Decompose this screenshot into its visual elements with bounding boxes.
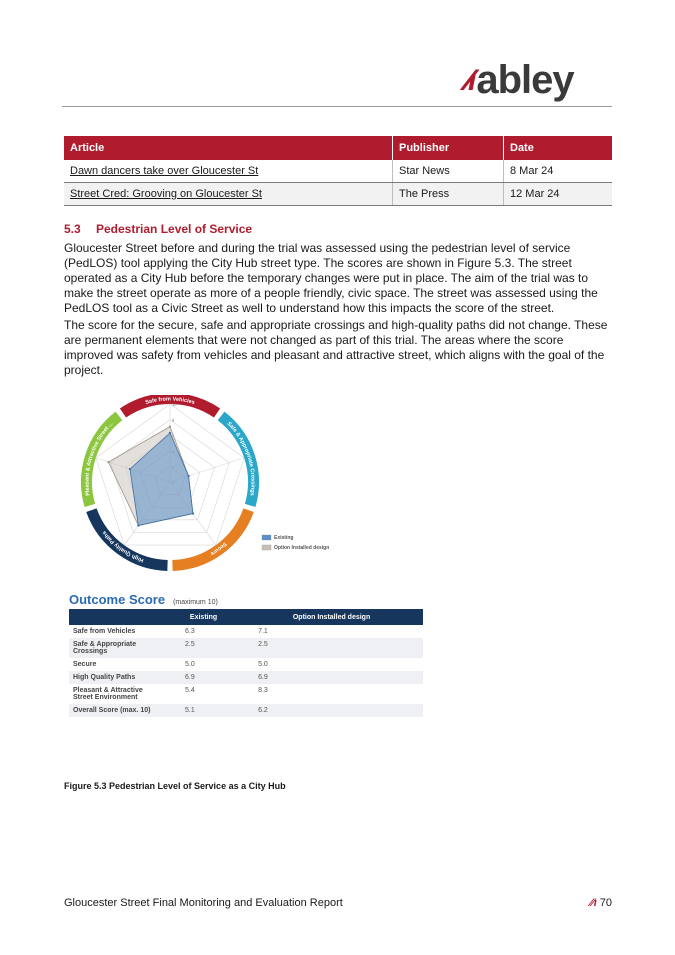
score-existing: 5.4 [185,687,195,694]
table-row [64,160,612,183]
table-row [69,625,423,638]
score-existing: 6.3 [185,628,195,635]
score-label: Pleasant & Attractive Street Environment [73,687,143,701]
score-header-option: Option Installed design [240,609,423,625]
data-point [192,512,194,514]
column-header-date: Date [504,136,613,160]
tick-label: 10 [172,402,177,407]
figure-caption: Figure 5.3 Pedestrian Level of Service as a City Hub [64,781,286,791]
score-option: 5.0 [258,661,268,668]
data-point [187,475,189,477]
data-point [137,524,139,526]
header-divider [62,106,612,107]
score-header-row [69,609,423,625]
section-title: Pedestrian Level of Service [96,222,253,236]
pedlos-radar-chart [60,395,360,585]
legend-swatch [262,545,271,550]
table-row [69,704,423,717]
score-label: High Quality Paths [69,671,167,684]
axis-label: High Quality Paths [101,529,145,563]
media-articles-table [64,136,612,206]
legend-label: Option Installed design [274,545,330,551]
outcome-score-table [69,609,423,717]
score-option: 8.3 [258,687,268,694]
score-option: 7.1 [258,628,268,635]
footer-logo-mark: ⁄⁄ı [590,897,597,909]
logo-text: abley [476,58,574,102]
publisher-cell: Star News [393,160,504,183]
score-existing: 6.9 [167,671,240,684]
score-label: Overall Score (max. 10) [69,704,167,717]
score-label: Safe & Appropriate Crossings [69,638,167,658]
legend-swatch [262,535,271,540]
column-header-publisher: Publisher [393,136,504,160]
body-paragraph: The score for the secure, safe and appropriate crossings and high-quality paths did not change. These are permanent elements that were not changed as part of this trial. The areas where the score improved was safety from vehicles and pleasant and attractive street, which aligns with the goal of the project. [64,318,608,377]
table-row [64,183,612,206]
axis-label: Pleasant & Attractive Street ... [84,420,115,497]
section-number: 5.3 [64,222,81,236]
data-point [169,426,171,428]
date-cell: 8 Mar 24 [504,160,613,183]
data-point [129,468,131,470]
score-header-existing: Existing [167,609,240,625]
legend-label: Existing [274,535,294,541]
table-row [69,671,423,684]
outcome-title: Outcome Score [69,592,166,607]
score-option: 6.9 [240,671,423,684]
column-header-article: Article [64,136,393,160]
score-existing: 5.0 [185,661,195,668]
article-link[interactable]: Street Cred: Grooving on Gloucester St [70,188,262,200]
outcome-max-note: (maximum 10) [173,599,218,606]
page-number: 70 [599,897,612,909]
abley-logo [466,58,574,103]
score-header-blank [69,609,167,625]
score-label: Secure [73,661,97,668]
publisher-cell: The Press [393,183,504,206]
data-point [107,461,109,463]
outcome-title-row [69,592,425,608]
axis-label: Secure [209,540,228,557]
axis-label: Safe & Appropriate Crossings [225,420,256,497]
score-option: 6.2 [240,704,423,717]
logo-mark: ⁄⁄ı [466,63,473,97]
body-paragraph: Gloucester Street before and during the trial was assessed using the pedestrian level of service (PedLOS) tool applying the City Hub street type. The scores are shown in Figure 5.3. The street operated as a City Hub before the temporary changes were put in place. The aim of the trial was to make the street operate as more of a people friendly, civic space. The street was assessed using the PedLOS tool as a Civic Street as well to understand how this impacts the score of the street. [64,241,598,315]
footer-title: Gloucester Street Final Monitoring and Evaluation Report [64,897,343,909]
article-link[interactable]: Dawn dancers take over Gloucester St [70,165,259,177]
section-heading [64,222,252,236]
table-row [69,658,423,671]
axis-label: Safe from Vehicles [144,396,196,407]
outcome-score-panel [69,592,425,717]
data-point [169,432,171,434]
page-number-block [590,897,612,909]
score-existing: 2.5 [167,638,240,658]
table-row [69,684,423,704]
date-cell: 12 Mar 24 [504,183,613,206]
score-option: 2.5 [240,638,423,658]
score-label: Safe from Vehicles [73,628,136,635]
page-footer [64,897,612,909]
tick-label: 8 [172,417,175,423]
table-row [69,638,423,658]
table-header-row [64,136,612,160]
score-existing: 5.1 [167,704,240,717]
